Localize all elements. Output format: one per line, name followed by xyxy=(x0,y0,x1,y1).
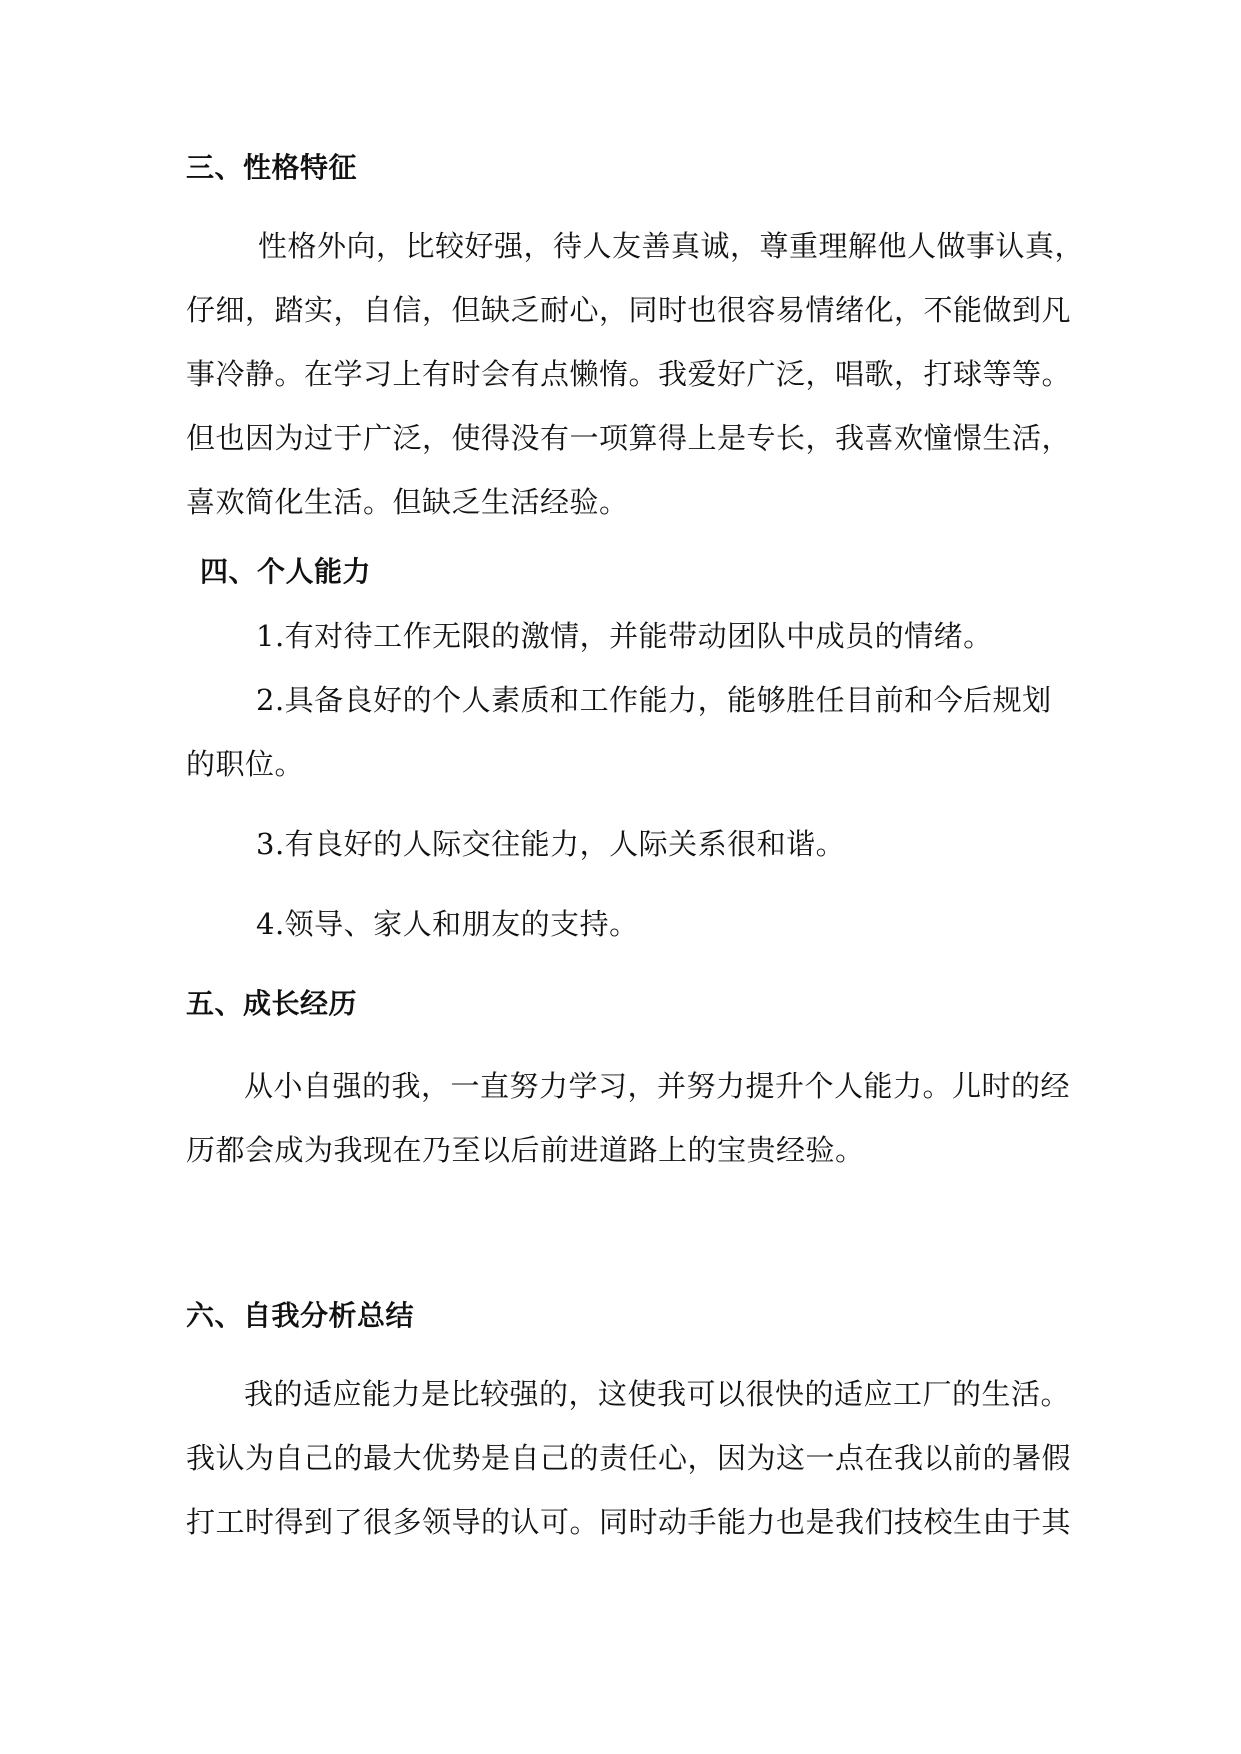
paragraph-line: 仔细，踏实，自信，但缺乏耐心，同时也很容易情绪化，不能做到凡 xyxy=(186,293,1072,327)
heading-self-analysis-summary: 六、自我分析总结 xyxy=(186,1299,415,1332)
paragraph-line: 性格外向，比较好强，待人友善真诚，尊重理解他人做事认真， xyxy=(258,229,1085,263)
paragraph-line: 历都会成为我现在乃至以后前进道路上的宝贵经验。 xyxy=(186,1133,865,1167)
heading-growth-experience: 五、成长经历 xyxy=(186,987,358,1020)
list-item: 4.领导、家人和朋友的支持。 xyxy=(256,907,639,941)
list-item-continued: 的职位。 xyxy=(186,747,305,781)
paragraph-line: 喜欢简化生活。但缺乏生活经验。 xyxy=(186,485,629,519)
paragraph-line: 但也因为过于广泛，使得没有一项算得上是专长，我喜欢憧憬生活， xyxy=(186,421,1072,455)
list-item: 2.具备良好的个人素质和工作能力，能够胜任目前和今后规划 xyxy=(256,683,1052,717)
paragraph-line: 打工时得到了很多领导的认可。同时动手能力也是我们技校生由于其 xyxy=(186,1505,1072,1539)
list-item: 1.有对待工作无限的激情，并能带动团队中成员的情绪。 xyxy=(256,619,993,653)
list-item: 3.有良好的人际交往能力，人际关系很和谐。 xyxy=(256,827,846,861)
paragraph-line: 我的适应能力是比较强的，这使我可以很快的适应工厂的生活。 xyxy=(244,1377,1071,1411)
paragraph-line: 事冷静。在学习上有时会有点懒惰。我爱好广泛，唱歌，打球等等。 xyxy=(186,357,1072,391)
heading-personality: 三、性格特征 xyxy=(186,151,358,184)
heading-abilities: 四、个人能力 xyxy=(200,555,372,588)
paragraph-line: 我认为自己的最大优势是自己的责任心，因为这一点在我以前的暑假 xyxy=(186,1441,1072,1475)
paragraph-line: 从小自强的我，一直努力学习，并努力提升个人能力。儿时的经 xyxy=(244,1069,1071,1103)
